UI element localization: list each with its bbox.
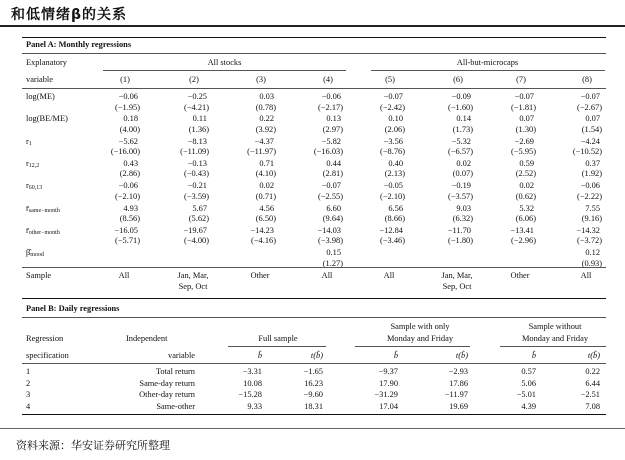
coefficient-cell: −0.07 <box>321 181 341 191</box>
row-label <box>26 248 44 258</box>
coefficient-cell: −5.62 <box>118 136 138 146</box>
coefficient-cell: 0.18 <box>123 114 138 124</box>
value-cell: −9.60 <box>303 390 323 399</box>
t-stat-cell: (−3.72) <box>577 236 602 246</box>
group-mf-line2: Monday and Friday <box>386 334 454 343</box>
t-stat-cell: (2.81) <box>322 169 343 179</box>
t-stat-cell: (−1.81) <box>511 102 536 112</box>
t-stat-cell: (1.27) <box>322 258 343 268</box>
variable-cell: Same-day return <box>139 378 195 388</box>
row-label-main: r <box>26 136 29 146</box>
t-b-hat-header: t(b̂) <box>310 351 323 360</box>
value-cell: −31.29 <box>374 390 398 399</box>
sample-cell: All <box>580 271 592 280</box>
coefficient-cell: 0.07 <box>519 114 534 124</box>
t-stat-cell: (−3.98) <box>318 236 343 246</box>
t-stat-cell: (−4.00) <box>184 236 209 246</box>
column-header: (6) <box>453 75 463 84</box>
coefficient-cell: −0.21 <box>187 181 207 191</box>
sample-cell-line2: Sep, Oct <box>178 282 208 291</box>
row-label <box>26 159 39 169</box>
sample-cell: Other <box>250 271 270 280</box>
group-mf-line1: Sample with only <box>390 322 450 331</box>
group-nomf-line1: Sample without <box>528 322 582 331</box>
row-label-subscript: 12,2 <box>28 162 40 169</box>
row-label-main: log(BE/ME) <box>26 114 68 124</box>
column-header: (1) <box>120 75 130 84</box>
t-stat-cell: (5.62) <box>188 214 209 223</box>
t-stat-cell: (−16.03) <box>313 147 343 157</box>
row-label-main: r̄ <box>26 225 29 235</box>
t-stat-cell: (4.10) <box>255 169 276 179</box>
value-cell: 7.08 <box>585 401 600 411</box>
column-header: (5) <box>385 75 395 84</box>
row-label <box>26 137 32 147</box>
coefficient-cell: −4.24 <box>580 136 600 146</box>
panel-a-title-rule <box>22 53 606 54</box>
t-stat-cell: (−5.71) <box>115 236 140 246</box>
t-stat-cell: (4.00) <box>119 124 140 134</box>
source-note: 资料来源：华安证券研究所整理 <box>16 439 170 452</box>
variable-cell: Other-day return <box>139 390 195 399</box>
t-stat-cell: (2.13) <box>384 169 405 179</box>
coefficient-cell: −14.32 <box>576 225 600 235</box>
t-stat-cell: (−4.16) <box>251 236 276 246</box>
row-label <box>26 226 60 236</box>
row-label-subscript: mood <box>30 252 44 259</box>
coefficient-cell: −0.05 <box>383 181 403 191</box>
coefficient-cell: 0.02 <box>456 158 471 168</box>
footer-rule <box>0 428 625 429</box>
coefficient-cell: 0.07 <box>585 114 600 124</box>
t-stat-cell: (−3.46) <box>380 236 405 246</box>
row-label-main: β̂ <box>26 248 31 258</box>
title-rule <box>0 25 625 27</box>
t-stat-cell: (−1.60) <box>448 102 473 112</box>
coefficient-cell: 0.02 <box>259 181 274 191</box>
coefficient-cell: 0.22 <box>259 114 274 124</box>
value-cell: −11.97 <box>444 390 468 399</box>
t-stat-cell: (1.36) <box>188 124 209 134</box>
coefficient-cell: −0.25 <box>187 92 207 101</box>
group-all-stocks: All stocks <box>207 58 242 67</box>
header-var: variable <box>168 351 195 360</box>
value-cell: 0.22 <box>585 367 600 376</box>
t-stat-cell: (−2.67) <box>577 102 602 112</box>
coefficient-cell: −19.67 <box>183 225 207 235</box>
t-stat-cell: (−11.97) <box>247 147 276 157</box>
group-full-sample: Full sample <box>258 334 298 343</box>
page-title: 和低情绪β的关系 <box>11 7 128 23</box>
t-stat-cell: (2.06) <box>384 124 405 134</box>
coefficient-cell: 7.55 <box>585 203 600 213</box>
t-stat-cell: (−3.57) <box>448 191 473 201</box>
group-all-stocks-rule <box>103 70 346 71</box>
coefficient-cell: 0.10 <box>388 114 403 124</box>
value-cell: 0.57 <box>521 367 536 376</box>
coefficient-cell: 0.43 <box>123 158 138 168</box>
coefficient-cell: −0.09 <box>451 92 471 101</box>
t-stat-cell: (−5.95) <box>511 147 536 157</box>
t-stat-cell: (9.64) <box>322 214 343 223</box>
row-label-subscript: 60,13 <box>28 185 43 192</box>
t-stat-cell: (−2.55) <box>318 191 343 201</box>
header-specification: specification <box>26 351 69 360</box>
coefficient-cell: −0.06 <box>118 92 138 101</box>
coefficient-cell: 0.13 <box>326 114 341 124</box>
row-label <box>26 181 42 191</box>
coefficient-cell: 0.15 <box>326 248 341 258</box>
row-label-subscript: same−month <box>28 207 60 214</box>
column-header: (2) <box>189 75 199 84</box>
group-all-but-microcaps: All-but-microcaps <box>456 58 519 67</box>
sample-cell: All <box>321 271 333 280</box>
coefficient-cell: −3.56 <box>383 136 403 146</box>
value-cell: −15.28 <box>238 390 262 399</box>
t-stat-cell: (−2.22) <box>577 191 602 201</box>
value-cell: 10.08 <box>243 378 262 388</box>
group-abm-rule <box>371 70 605 71</box>
coefficient-cell: 0.03 <box>259 92 274 101</box>
t-stat-cell: (−4.21) <box>184 102 209 112</box>
value-cell: −2.51 <box>580 390 600 399</box>
coefficient-cell: −11.70 <box>447 225 471 235</box>
coefficient-cell: −0.07 <box>580 92 600 101</box>
spec-cell: 4 <box>26 401 31 411</box>
column-header: (4) <box>323 75 333 84</box>
t-stat-cell: (0.71) <box>255 191 276 201</box>
t-stat-cell: (3.92) <box>255 124 276 134</box>
header-variable: variable <box>26 75 53 84</box>
coefficient-cell: −0.06 <box>321 92 341 101</box>
coefficient-cell: −5.82 <box>321 136 341 146</box>
t-stat-cell: (9.16) <box>581 214 602 223</box>
t-stat-cell: (8.56) <box>119 214 140 223</box>
t-stat-cell: (−2.96) <box>511 236 536 246</box>
sample-cell: All <box>383 271 395 280</box>
spec-cell: 1 <box>26 367 31 376</box>
sample-label: Sample <box>26 271 52 280</box>
row-label-main: r̄ <box>26 203 29 213</box>
t-stat-cell: (−2.10) <box>115 191 140 201</box>
coefficient-cell: −0.07 <box>514 92 534 101</box>
panel-b-header-rule <box>22 363 606 364</box>
value-cell: 18.31 <box>304 401 323 411</box>
variable-cell: Same-other <box>156 401 195 411</box>
coefficient-cell: −0.19 <box>451 181 471 191</box>
value-cell: −5.01 <box>516 390 536 399</box>
coefficient-cell: 0.11 <box>192 114 207 124</box>
coefficient-cell: −0.06 <box>118 181 138 191</box>
value-cell: 6.44 <box>585 378 600 388</box>
header-independent: Independent <box>126 334 168 343</box>
coefficient-cell: −16.05 <box>114 225 138 235</box>
header-explanatory: Explanatory <box>26 58 67 67</box>
column-header: (3) <box>256 75 266 84</box>
t-stat-cell: (1.73) <box>452 124 473 134</box>
t-stat-cell: (0.93) <box>581 258 602 268</box>
group-nomf-rule <box>500 346 606 347</box>
value-cell: 5.06 <box>521 378 536 388</box>
value-cell: 17.86 <box>449 378 468 388</box>
panel-b-title-rule <box>22 317 606 318</box>
row-label-subscript: 1 <box>28 140 32 147</box>
t-stat-cell: (−1.80) <box>448 236 473 246</box>
row-label-subscript: other−month <box>28 229 60 236</box>
coefficient-cell: 0.59 <box>519 158 534 168</box>
coefficient-cell: 5.32 <box>519 203 534 213</box>
group-mf-rule <box>355 346 470 347</box>
coefficient-cell: 5.67 <box>192 203 207 213</box>
row-label-main: r <box>26 181 29 191</box>
t-stat-cell: (−2.42) <box>380 102 405 112</box>
panel-a-header-rule <box>22 88 606 89</box>
coefficient-cell: −0.06 <box>580 181 600 191</box>
value-cell: 17.90 <box>379 378 398 388</box>
t-stat-cell: (0.07) <box>452 169 473 179</box>
column-header: (8) <box>582 75 592 84</box>
t-stat-cell: (−2.10) <box>380 191 405 201</box>
row-label <box>26 92 55 102</box>
t-stat-cell: (6.32) <box>452 214 473 223</box>
sample-cell: Other <box>510 271 530 280</box>
t-stat-cell: (−6.57) <box>448 147 473 157</box>
t-stat-cell: (1.92) <box>581 169 602 179</box>
coefficient-cell: −8.13 <box>187 136 207 146</box>
panel-b-title: Panel B: Daily regressions <box>26 304 120 313</box>
value-cell: 4.39 <box>521 401 536 411</box>
t-stat-cell: (−1.95) <box>115 102 140 112</box>
value-cell: 16.23 <box>304 378 323 388</box>
t-stat-cell: (1.30) <box>515 124 536 134</box>
b-hat-header: b̂ <box>393 351 398 360</box>
t-stat-cell: (−8.76) <box>380 147 405 157</box>
coefficient-cell: 0.14 <box>456 114 471 124</box>
panel-a-sample-rule <box>22 267 606 268</box>
value-cell: −2.93 <box>448 367 468 376</box>
row-label <box>26 114 68 124</box>
header-regression: Regression <box>26 334 64 343</box>
panel-a-bottom-rule <box>22 298 606 299</box>
coefficient-cell: −14.03 <box>317 225 341 235</box>
t-stat-cell: (2.86) <box>119 169 140 179</box>
t-stat-cell: (6.06) <box>515 214 536 223</box>
coefficient-cell: −14.23 <box>250 225 274 235</box>
row-label-main: r <box>26 158 29 168</box>
coefficient-cell: −12.84 <box>379 225 403 235</box>
spec-cell: 3 <box>26 390 31 399</box>
coefficient-cell: 0.02 <box>519 181 534 191</box>
t-stat-cell: (0.62) <box>515 191 536 201</box>
value-cell: −3.31 <box>242 367 262 376</box>
t-stat-cell: (8.66) <box>384 214 405 223</box>
sample-cell-line2: Sep, Oct <box>442 282 472 291</box>
coefficient-cell: 0.37 <box>585 158 600 168</box>
t-b-hat-header: t(b̂) <box>455 351 468 360</box>
coefficient-cell: 6.56 <box>388 203 403 213</box>
coefficient-cell: −13.41 <box>510 225 534 235</box>
coefficient-cell: −4.37 <box>254 136 274 146</box>
column-header: (7) <box>516 75 526 84</box>
b-hat-header: b̂ <box>531 351 536 360</box>
t-stat-cell: (−16.00) <box>110 147 140 157</box>
panel-a-title: Panel A: Monthly regressions <box>26 40 132 49</box>
value-cell: −9.37 <box>378 367 398 376</box>
sample-cell: Jan, Mar, <box>441 271 473 280</box>
group-full-rule <box>228 346 326 347</box>
sample-cell: All <box>118 271 130 280</box>
t-stat-cell: (−3.59) <box>184 191 209 201</box>
t-stat-cell: (−2.17) <box>318 102 343 112</box>
t-stat-cell: (−11.09) <box>180 147 209 157</box>
sample-cell: Jan, Mar, <box>177 271 209 280</box>
b-hat-header: b̂ <box>257 351 262 360</box>
t-stat-cell: (1.54) <box>581 124 602 134</box>
row-label-main: log(ME) <box>26 92 55 101</box>
coefficient-cell: 0.12 <box>585 248 600 258</box>
value-cell: 9.33 <box>247 401 262 411</box>
t-stat-cell: (−0.43) <box>184 169 209 179</box>
coefficient-cell: 9.03 <box>456 203 471 213</box>
panel-b-bottom-rule <box>22 414 606 415</box>
coefficient-cell: 0.71 <box>259 158 274 168</box>
spec-cell: 2 <box>26 378 31 388</box>
value-cell: −1.65 <box>303 367 323 376</box>
coefficient-cell: −5.32 <box>451 136 471 146</box>
coefficient-cell: 4.93 <box>123 203 138 213</box>
coefficient-cell: −0.13 <box>187 158 207 168</box>
t-stat-cell: (6.50) <box>255 214 276 223</box>
coefficient-cell: −0.07 <box>383 92 403 101</box>
value-cell: 17.04 <box>379 401 398 411</box>
coefficient-cell: 0.44 <box>326 158 341 168</box>
coefficient-cell: 0.40 <box>388 158 403 168</box>
coefficient-cell: 6.60 <box>326 203 341 213</box>
t-stat-cell: (−10.52) <box>572 147 602 157</box>
panel-a-top-rule <box>22 37 606 38</box>
value-cell: 19.69 <box>449 401 468 411</box>
t-stat-cell: (2.97) <box>322 124 343 134</box>
t-b-hat-header: t(b̂) <box>587 351 600 360</box>
row-label <box>26 204 60 214</box>
coefficient-cell: −2.69 <box>514 136 534 146</box>
group-nomf-line2: Monday and Friday <box>521 334 589 343</box>
coefficient-cell: 4.56 <box>259 203 274 213</box>
variable-cell: Total return <box>155 367 195 376</box>
t-stat-cell: (0.78) <box>255 102 276 112</box>
t-stat-cell: (2.52) <box>515 169 536 179</box>
